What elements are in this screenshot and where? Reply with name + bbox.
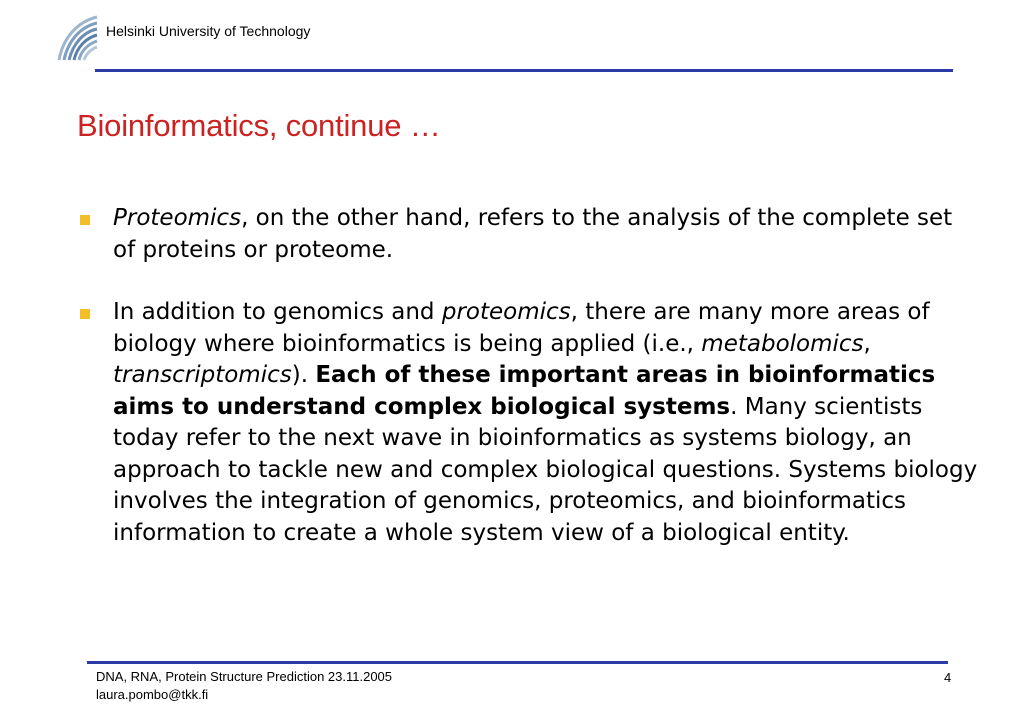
term-proteomics: Proteomics [113, 205, 242, 231]
bullet-item-systems-biology [80, 297, 980, 549]
header-divider [95, 69, 953, 72]
page-number: 4 [944, 670, 952, 685]
slide-title: Bioinformatics, continue … [77, 108, 441, 143]
bullet-text: , there are many more areas of biology where bioinformatics is being applied (i.e., [113, 299, 930, 357]
footer-email: laura.pombo@tkk.fi [96, 687, 209, 702]
bullet-text: . Many scientists today refer to the next wave in bioinformatics as systems biology, an approach to tackle new and complex biological questions. Systems biology involves the integration of genomics, proteomics, and bioinformatics information to create a whole system view of a biological entity. [113, 393, 978, 546]
bullet-square-icon [80, 309, 90, 319]
bullet-item-proteomics [80, 203, 980, 266]
bullet-square-icon [80, 215, 90, 225]
organization-name: Helsinki University of Technology [106, 23, 311, 39]
bullet-text: , on the other hand, refers to the analysis of the complete set of proteins or proteome. [113, 205, 953, 263]
tkk-wave-logo-icon [55, 14, 99, 62]
bullet-text: In addition to genomics and [113, 299, 442, 325]
bullet-text: , [863, 330, 871, 357]
term-transcriptomics: transcriptomics [113, 362, 292, 388]
footer-presentation-title: DNA, RNA, Protein Structure Prediction 23.11.2005 [96, 669, 393, 684]
footer-info [96, 668, 392, 704]
term-proteomics: proteomics [441, 299, 571, 325]
emphasis-statement: Each of these important areas in bioinformatics aims to understand complex biological systems [113, 362, 936, 420]
term-metabolomics: metabolomics [701, 330, 864, 357]
footer-divider [87, 661, 948, 664]
bullet-list [80, 203, 980, 549]
bullet-text: ). [291, 362, 316, 388]
